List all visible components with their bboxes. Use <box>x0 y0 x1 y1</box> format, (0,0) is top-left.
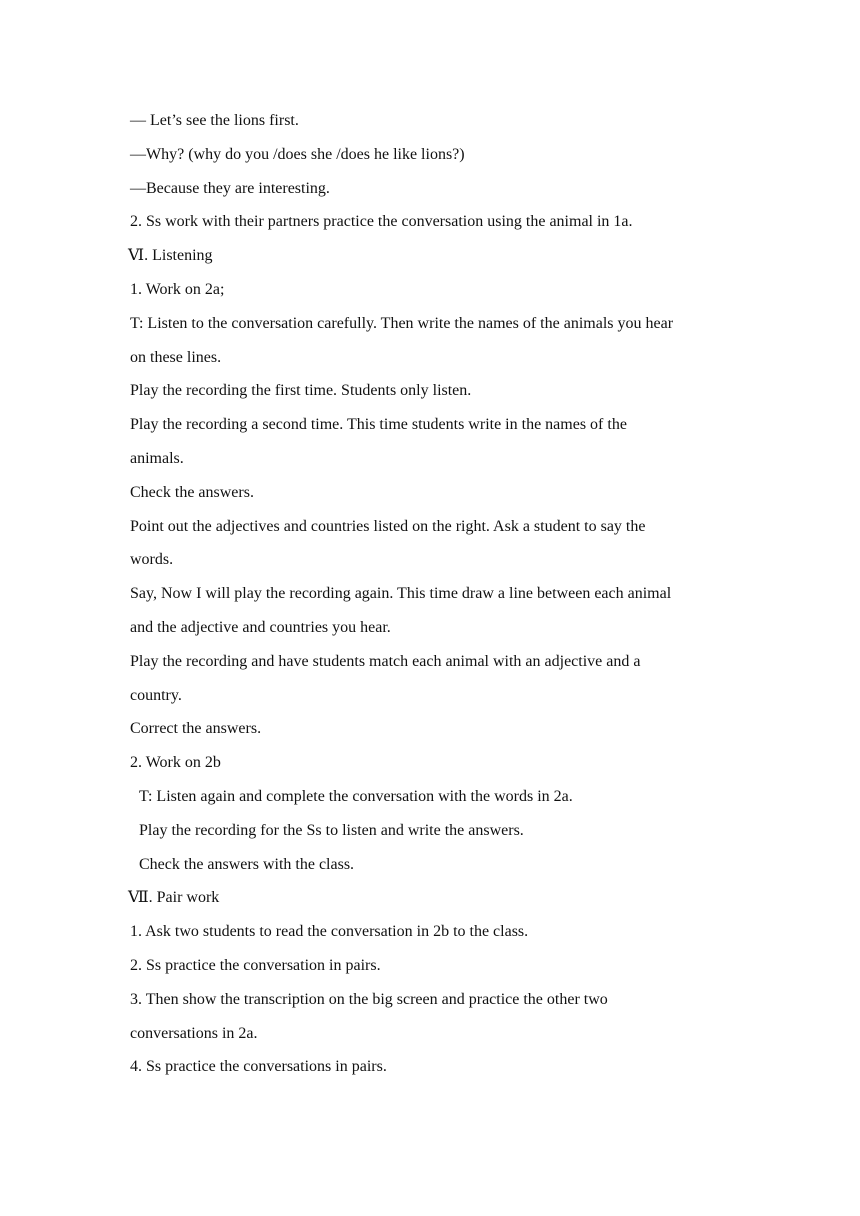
indented-text-line: T: Listen again and complete the conversation with the words in 2a. <box>139 787 573 805</box>
text-line: Correct the answers. <box>130 720 262 738</box>
text-line: T: Listen to the conversation carefully. Then write the names of the animals you hear <box>130 314 674 332</box>
text-line: Play the recording a second time. This time students write in the names of the <box>130 416 627 434</box>
text-line: Play the recording the first time. Students only listen. <box>130 382 472 400</box>
text-line: 2. Ss practice the conversation in pairs. <box>130 956 381 974</box>
dialogue-line: — Let’s see the lions first. <box>130 112 299 129</box>
indented-text-line: Play the recording for the Ss to listen and write the answers. <box>139 821 524 839</box>
text-line: animals. <box>130 449 184 467</box>
dialogue-line: —Why? (why do you /does she /does he like lions?) <box>130 145 465 163</box>
text-line: on these lines. <box>130 348 222 366</box>
text-line: conversations in 2a. <box>130 1024 258 1042</box>
text-line: Say, Now I will play the recording again. This time draw a line between each animal <box>130 585 672 603</box>
text-line: 1. Ask two students to read the conversation in 2b to the class. <box>130 923 529 941</box>
text-line: Check the answers. <box>130 483 254 501</box>
text-line: 4. Ss practice the conversations in pairs. <box>130 1058 387 1076</box>
dialogue-line: —Because they are interesting. <box>130 179 330 197</box>
text-line: Point out the adjectives and countries listed on the right. Ask a student to say the <box>130 517 646 535</box>
text-line: and the adjective and countries you hear. <box>130 618 391 636</box>
text-line: 2. Ss work with their partners practice the conversation using the animal in 1a. <box>130 213 633 231</box>
text-line: 3. Then show the transcription on the big screen and practice the other two <box>130 990 608 1008</box>
indented-text-line: Check the answers with the class. <box>139 855 355 873</box>
text-line: Play the recording and have students match each animal with an adjective and a <box>130 652 641 670</box>
text-line: 2. Work on 2b <box>130 754 221 772</box>
section-heading-pair-work: Ⅶ. Pair work <box>128 889 220 907</box>
text-line: words. <box>130 551 174 569</box>
section-heading-listening: Ⅵ. Listening <box>128 247 213 265</box>
text-line: country. <box>130 686 182 704</box>
document-body <box>130 104 730 1084</box>
text-line: 1. Work on 2a; <box>130 280 225 298</box>
